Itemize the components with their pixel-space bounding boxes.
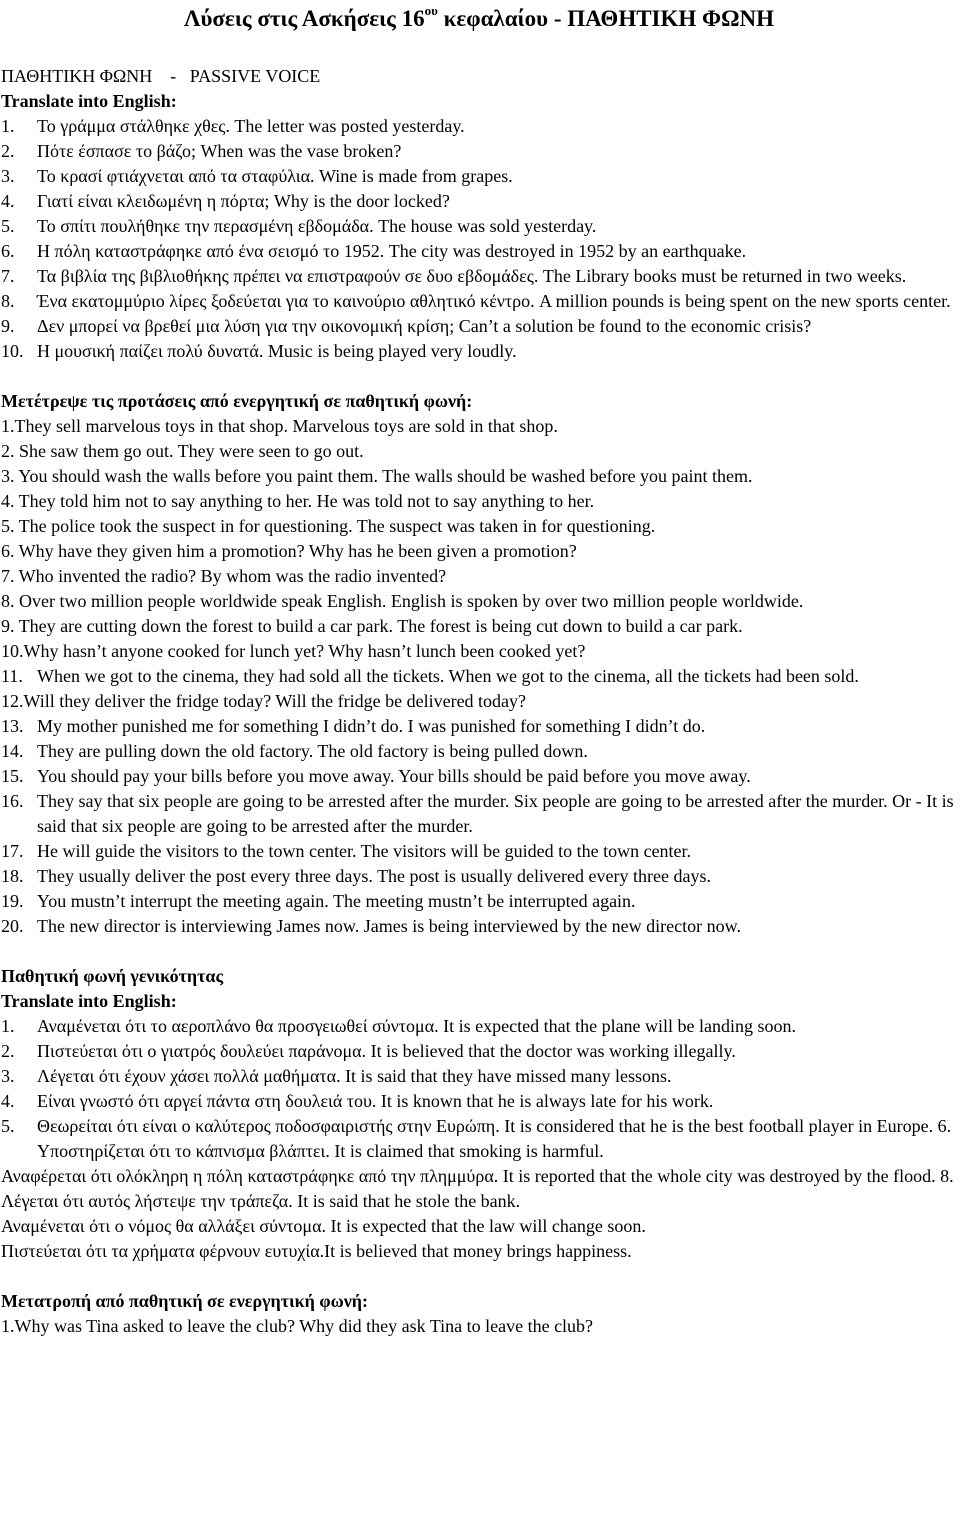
section-active-to-passive xyxy=(1,389,957,939)
paragraph: Αναφέρεται ότι ολόκληρη η πόλη καταστράφηκε από την πλημμύρα. It is reported that the whole city was destroyed by the flood. 8. Λέγεται ότι αυτός λήστεψε την τράπεζα. It is said that he stole the bank. xyxy=(1,1166,954,1211)
item-text: Δεν μπορεί να βρεθεί μια λύση για την οικονομική κρίση; Can’t a solution be found to the economic crisis? xyxy=(37,316,812,336)
item-text: You should pay your bills before you move away. Your bills should be paid before you move away. xyxy=(37,766,751,786)
item-text: Πότε έσπασε το βάζο; When was the vase broken? xyxy=(37,141,402,161)
item-number: 17. xyxy=(1,841,24,861)
item-number: 5. xyxy=(1,216,15,236)
list-item: 10.Why hasn’t anyone cooked for lunch yet? Why hasn’t lunch been cooked yet? xyxy=(1,641,586,661)
item-number: 7. xyxy=(1,266,15,286)
item-number: 5. xyxy=(1,1116,15,1136)
list-item xyxy=(1,739,957,764)
list-item xyxy=(1,764,957,789)
item-number: 20. xyxy=(1,916,24,936)
list-item: 6. Why have they given him a promotion? Why has he been given a promotion? xyxy=(1,541,577,561)
item-text: Πιστεύεται ότι ο γιατρός δουλεύει παράνομα. It is believed that the doctor was working illegally. xyxy=(37,1041,736,1061)
list-item: 3. You should wash the walls before you paint them. The walls should be washed before you paint them. xyxy=(1,466,753,486)
title-rest: κεφαλαίου - ΠΑΘΗΤΙΚΗ ΦΩΝΗ xyxy=(437,6,775,31)
list-item xyxy=(1,664,957,689)
item-text: Λέγεται ότι έχουν χάσει πολλά μαθήματα. It is said that they have missed many lessons. xyxy=(37,1066,672,1086)
item-text: He will guide the visitors to the town center. The visitors will be guided to the town center. xyxy=(37,841,692,861)
spacer xyxy=(1,939,957,964)
list-item xyxy=(1,839,957,864)
item-number: 2. xyxy=(1,141,15,161)
item-text: They usually deliver the post every three days. The post is usually delivered every three days. xyxy=(37,866,711,886)
item-text: Το κρασί φτιάχνεται από τα σταφύλια. Wine is made from grapes. xyxy=(37,166,513,186)
section-heading: Μετατροπή από παθητική σε ενεργητική φωνή: xyxy=(1,1291,368,1311)
list-item xyxy=(1,164,957,189)
item-text: Θεωρείται ότι είναι ο καλύτερος ποδοσφαιριστής στην Ευρώπη. It is considered that he is the best football player in Europe. 6. Υποστηρίζεται ότι το κάπνισμα βλάπτει. It is claimed that smoking is harmful. xyxy=(37,1116,952,1161)
item-text: Είναι γνωστό ότι αργεί πάντα στη δουλειά του. It is known that he is always late for his work. xyxy=(37,1091,714,1111)
item-number: 19. xyxy=(1,891,24,911)
item-text: Τα βιβλία της βιβλιοθήκης πρέπει να επιστραφούν σε δυο εβδομάδες. The Library books must be returned in two weeks. xyxy=(37,266,907,286)
item-text: They are pulling down the old factory. The old factory is being pulled down. xyxy=(37,741,588,761)
list-item xyxy=(1,339,957,364)
item-number: 6. xyxy=(1,241,15,261)
list-item xyxy=(1,114,957,139)
item-number: 2. xyxy=(1,1041,15,1061)
section-subtitle: ΠΑΘΗΤΙΚΗ ΦΩΝΗ - PASSIVE VOICE xyxy=(1,66,321,86)
item-number: 11. xyxy=(1,666,23,686)
spacer xyxy=(1,364,957,389)
list-item xyxy=(1,889,957,914)
item-text: The new director is interviewing James now. James is being interviewed by the new director now. xyxy=(37,916,741,936)
item-text: When we got to the cinema, they had sold all the tickets. When we got to the cinema, all the tickets had been sold. xyxy=(37,666,859,686)
section-passive-voice xyxy=(1,64,957,364)
item-text: Το γράμμα στάλθηκε χθες. The letter was posted yesterday. xyxy=(37,116,465,136)
item-number: 9. xyxy=(1,316,15,336)
list-item xyxy=(1,189,957,214)
item-text: My mother punished me for something I didn’t do. I was punished for something I didn’t do. xyxy=(37,716,706,736)
item-text: Ένα εκατομμύριο λίρες ξοδεύεται για το καινούριο αθλητικό κέντρο. A million pounds is being spent on the new sports center. xyxy=(37,291,951,311)
list-item xyxy=(1,1114,957,1164)
list-item xyxy=(1,914,957,939)
list-item: 4. They told him not to say anything to her. He was told not to say anything to her. xyxy=(1,491,595,511)
item-text: Αναμένεται ότι το αεροπλάνο θα προσγειωθεί σύντομα. It is expected that the plane will be landing soon. xyxy=(37,1016,797,1036)
item-text: Η πόλη καταστράφηκε από ένα σεισμό το 1952. The city was destroyed in 1952 by an earthquake. xyxy=(37,241,747,261)
item-text: Η μουσική παίζει πολύ δυνατά. Music is being played very loudly. xyxy=(37,341,517,361)
list-item xyxy=(1,1064,957,1089)
item-text: You mustn’t interrupt the meeting again. The meeting mustn’t be interrupted again. xyxy=(37,891,636,911)
list-item: 1.They sell marvelous toys in that shop. Marvelous toys are sold in that shop. xyxy=(1,416,558,436)
list-item: 1.Why was Tina asked to leave the club? Why did they ask Tina to leave the club? xyxy=(1,1316,594,1336)
list-item xyxy=(1,289,957,314)
item-text: Γιατί είναι κλειδωμένη η πόρτα; Why is the door locked? xyxy=(37,191,450,211)
list-item xyxy=(1,139,957,164)
item-number: 18. xyxy=(1,866,24,886)
page-title xyxy=(1,2,957,64)
item-number: 1. xyxy=(1,1016,15,1036)
item-number: 14. xyxy=(1,741,24,761)
item-number: 16. xyxy=(1,791,24,811)
title-main: Λύσεις στις Ασκήσεις 16 xyxy=(183,6,425,31)
spacer xyxy=(1,1264,957,1289)
list-item: 2. She saw them go out. They were seen to go out. xyxy=(1,441,364,461)
paragraph: Πιστεύεται ότι τα χρήματα φέρνουν ευτυχία.It is believed that money brings happiness. xyxy=(1,1241,632,1261)
list-item xyxy=(1,789,957,839)
list-item xyxy=(1,1014,957,1039)
item-number: 8. xyxy=(1,291,15,311)
item-number: 4. xyxy=(1,191,15,211)
list-item xyxy=(1,239,957,264)
list-item xyxy=(1,714,957,739)
list-item: 7. Who invented the radio? By whom was the radio invented? xyxy=(1,566,447,586)
list-item xyxy=(1,1039,957,1064)
item-text: Το σπίτι πουλήθηκε την περασμένη εβδομάδα. The house was sold yesterday. xyxy=(37,216,597,236)
item-number: 13. xyxy=(1,716,24,736)
item-number: 10. xyxy=(1,341,24,361)
title-superscript: ου xyxy=(424,3,438,19)
list-item xyxy=(1,214,957,239)
item-number: 3. xyxy=(1,1066,15,1086)
item-number: 15. xyxy=(1,766,24,786)
section-impersonal-passive xyxy=(1,964,957,1264)
list-item: 5. The police took the suspect in for questioning. The suspect was taken in for questioning. xyxy=(1,516,656,536)
list-item xyxy=(1,264,957,289)
item-number: 3. xyxy=(1,166,15,186)
section-subheading: Translate into English: xyxy=(1,991,177,1011)
list-item xyxy=(1,314,957,339)
document-page xyxy=(1,0,957,1339)
paragraph: Αναμένεται ότι ο νόμος θα αλλάξει σύντομα. It is expected that the law will change soon. xyxy=(1,1216,646,1236)
item-number: 4. xyxy=(1,1091,15,1111)
list-item: 8. Over two million people worldwide speak English. English is spoken by over two million people worldwide. xyxy=(1,591,804,611)
section-heading: Παθητική φωνή γενικότητας xyxy=(1,966,224,986)
section-passive-to-active xyxy=(1,1289,957,1339)
item-number: 1. xyxy=(1,116,15,136)
list-item: 9. They are cutting down the forest to build a car park. The forest is being cut down to build a car park. xyxy=(1,616,743,636)
list-item: 12.Will they deliver the fridge today? Will the fridge be delivered today? xyxy=(1,691,527,711)
section-heading: Μετέτρεψε τις προτάσεις από ενεργητική σε παθητική φωνή: xyxy=(1,391,473,411)
section-heading: Translate into English: xyxy=(1,91,177,111)
list-item xyxy=(1,1089,957,1114)
list-item xyxy=(1,864,957,889)
item-text: They say that six people are going to be arrested after the murder. Six people are going to be arrested after the murder. Or - It is said that six people are going to be arrested after the murder. xyxy=(37,791,954,836)
